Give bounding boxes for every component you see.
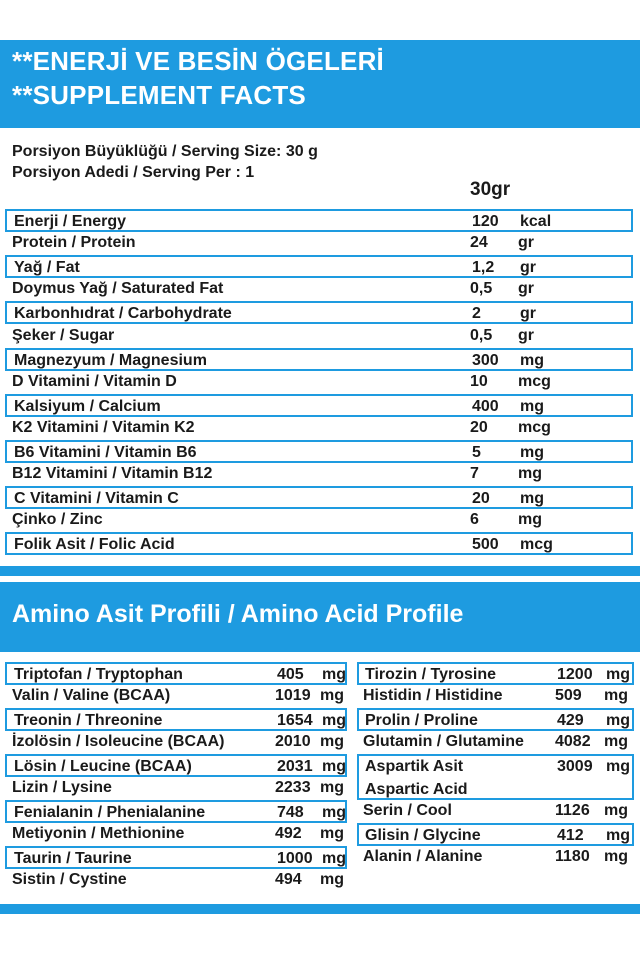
nutrient-name: Karbonhıdrat / Carbohydrate (14, 305, 232, 323)
amino-name: Tirozin / Tyrosine (365, 666, 496, 683)
amino-row (357, 685, 634, 708)
nutrient-name: Doymus Yağ / Saturated Fat (12, 280, 224, 298)
amino-row (357, 708, 634, 731)
nutrition-row (5, 325, 633, 348)
nutrient-value: 1,2 (472, 259, 495, 277)
amino-value: 3009 (557, 758, 593, 775)
amino-unit: mg (604, 848, 628, 865)
amino-value: 429 (557, 712, 584, 729)
amino-row (357, 662, 634, 685)
header-title-tr: **ENERJİ VE BESİN ÖGELERİ (12, 46, 384, 76)
nutrient-value: 0,5 (470, 326, 493, 344)
nutrient-value: 300 (472, 351, 499, 369)
nutrient-name: K2 Vitamini / Vitamin K2 (12, 418, 195, 436)
amino-name: İzolösin / Isoleucine (BCAA) (12, 733, 225, 750)
serving-size: Porsiyon Büyüklüğü / Serving Size: 30 g (12, 143, 318, 160)
amino-name: Aspartik Asit (365, 758, 464, 775)
nutrient-unit: gr (518, 280, 534, 298)
nutrient-name: Magnezyum / Magnesium (14, 351, 207, 369)
amino-row (357, 754, 634, 800)
amino-value: 1200 (557, 666, 593, 683)
nutrient-unit: mcg (518, 372, 551, 390)
amino-title: Amino Asit Profili / Amino Acid Profile (12, 600, 464, 628)
amino-name: Triptofan / Tryptophan (14, 666, 183, 683)
serving-per: Porsiyon Adedi / Serving Per : 1 (12, 164, 255, 181)
amino-unit: mg (322, 804, 346, 821)
amino-value: 1019 (275, 687, 311, 704)
amino-unit: mg (604, 802, 628, 819)
amino-row (5, 846, 347, 869)
nutrient-name: C Vitamini / Vitamin C (14, 490, 179, 508)
section-divider (0, 566, 640, 576)
amino-unit: mg (606, 758, 630, 775)
nutrient-unit: mcg (518, 418, 551, 436)
amino-value: 1180 (555, 848, 590, 865)
amino-name: Glisin / Glycine (365, 827, 481, 844)
nutrient-name: Enerji / Energy (14, 213, 127, 230)
amino-unit: mg (606, 827, 630, 844)
column-header: 30gr (470, 179, 511, 200)
amino-row (5, 800, 347, 823)
nutrition-row (5, 394, 633, 417)
amino-value: 2233 (275, 779, 311, 796)
nutrient-value: 5 (472, 444, 481, 461)
amino-name: Serin / Cool (363, 802, 452, 819)
supplement-facts-header (0, 40, 640, 128)
amino-value: 748 (277, 804, 304, 821)
amino-name: Prolin / Proline (365, 712, 478, 729)
amino-unit: mg (320, 871, 344, 888)
nutrient-unit: mg (518, 465, 542, 483)
nutrient-name: D Vitamini / Vitamin D (12, 372, 177, 390)
amino-unit: mg (322, 850, 346, 867)
nutrition-row (5, 532, 633, 555)
nutrient-name: B6 Vitamini / Vitamin B6 (14, 444, 197, 461)
nutrient-unit: mg (520, 397, 544, 415)
nutrient-unit: gr (518, 234, 534, 252)
amino-row (5, 777, 347, 800)
nutrition-row (5, 486, 633, 509)
amino-value: 1126 (555, 802, 590, 819)
nutrient-name: Çinko / Zinc (12, 511, 103, 529)
amino-name: Alanin / Alanine (363, 848, 483, 865)
amino-value: 2031 (277, 758, 313, 775)
nutrient-unit: mg (520, 490, 544, 508)
amino-row (5, 823, 347, 846)
amino-name: Fenialanin / Phenialanine (14, 804, 206, 821)
nutrient-name: Yağ / Fat (14, 259, 80, 277)
nutrient-name: Şeker / Sugar (12, 326, 115, 344)
amino-row (357, 823, 634, 846)
nutrient-name: Folik Asit / Folic Acid (14, 536, 175, 554)
nutrition-row (5, 301, 633, 324)
amino-name: Lösin / Leucine (BCAA) (14, 758, 192, 775)
amino-unit: mg (320, 825, 344, 842)
amino-row (5, 731, 347, 754)
nutrient-value: 20 (472, 490, 490, 508)
amino-row (5, 869, 347, 892)
nutrition-row (5, 417, 633, 440)
nutrient-value: 2 (472, 305, 481, 323)
nutrition-row (5, 509, 633, 532)
nutrient-value: 24 (470, 234, 488, 252)
amino-name: Sistin / Cystine (12, 871, 127, 888)
nutrient-name: B12 Vitamini / Vitamin B12 (12, 465, 213, 483)
amino-value: 509 (555, 687, 582, 704)
amino-value: 1000 (277, 850, 313, 867)
nutrient-value: 6 (470, 511, 479, 529)
amino-name: Histidin / Histidine (363, 687, 503, 704)
amino-unit: mg (604, 687, 628, 704)
nutrition-row (5, 371, 633, 394)
nutrient-value: 500 (472, 536, 499, 554)
amino-name: Lizin / Lysine (12, 779, 112, 796)
amino-value: 412 (557, 827, 584, 844)
nutrient-name: Kalsiyum / Calcium (14, 397, 161, 415)
nutrient-value: 20 (470, 418, 488, 436)
header-title-en: **SUPPLEMENT FACTS (12, 80, 306, 110)
nutrient-unit: gr (520, 305, 536, 323)
nutrition-row (5, 348, 633, 371)
amino-value: 2010 (275, 733, 311, 750)
amino-name: Glutamin / Glutamine (363, 733, 524, 750)
amino-value: 4082 (555, 733, 591, 750)
nutrient-value: 400 (472, 397, 499, 415)
amino-unit: mg (320, 779, 344, 796)
nutrient-unit: mg (518, 511, 542, 529)
nutrient-unit: mg (520, 351, 544, 369)
nutrient-name: Protein / Protein (12, 234, 136, 252)
amino-row (5, 685, 347, 708)
amino-row (357, 846, 634, 869)
nutrition-row (5, 232, 633, 255)
nutrition-row (5, 209, 633, 232)
amino-row (5, 662, 347, 685)
amino-row (357, 731, 634, 754)
nutrient-unit: gr (520, 259, 536, 277)
amino-name: Taurin / Taurine (14, 850, 132, 867)
nutrient-unit: kcal (520, 213, 552, 230)
nutrient-value: 120 (472, 213, 499, 230)
amino-unit: mg (322, 758, 346, 775)
amino-unit: mg (606, 666, 630, 683)
amino-row (357, 800, 634, 823)
amino-name: Valin / Valine (BCAA) (12, 687, 171, 704)
amino-unit: mg (322, 666, 346, 683)
nutrition-row (5, 463, 633, 486)
amino-value: 1654 (277, 712, 313, 729)
nutrition-row (5, 278, 633, 301)
amino-unit: mg (320, 733, 344, 750)
nutrient-value: 7 (470, 465, 479, 483)
amino-row (5, 708, 347, 731)
nutrient-unit: mcg (520, 536, 553, 554)
bottom-divider (0, 904, 640, 914)
amino-unit: mg (606, 712, 630, 729)
amino-name: Metiyonin / Methionine (12, 825, 185, 842)
amino-unit: mg (320, 687, 344, 704)
amino-row (5, 754, 347, 777)
amino-unit: mg (322, 712, 346, 729)
nutrient-value: 10 (470, 372, 488, 390)
amino-name-line2: Aspartic Acid (365, 781, 468, 798)
amino-acid-header (0, 582, 640, 652)
amino-value: 405 (277, 666, 304, 683)
amino-name: Treonin / Threonine (14, 712, 163, 729)
nutrition-row (5, 440, 633, 463)
nutrition-row (5, 255, 633, 278)
nutrient-unit: mg (520, 444, 544, 461)
nutrient-value: 0,5 (470, 280, 493, 298)
amino-value: 492 (275, 825, 302, 842)
nutrient-unit: gr (518, 326, 534, 344)
amino-unit: mg (604, 733, 628, 750)
amino-value: 494 (275, 871, 302, 888)
